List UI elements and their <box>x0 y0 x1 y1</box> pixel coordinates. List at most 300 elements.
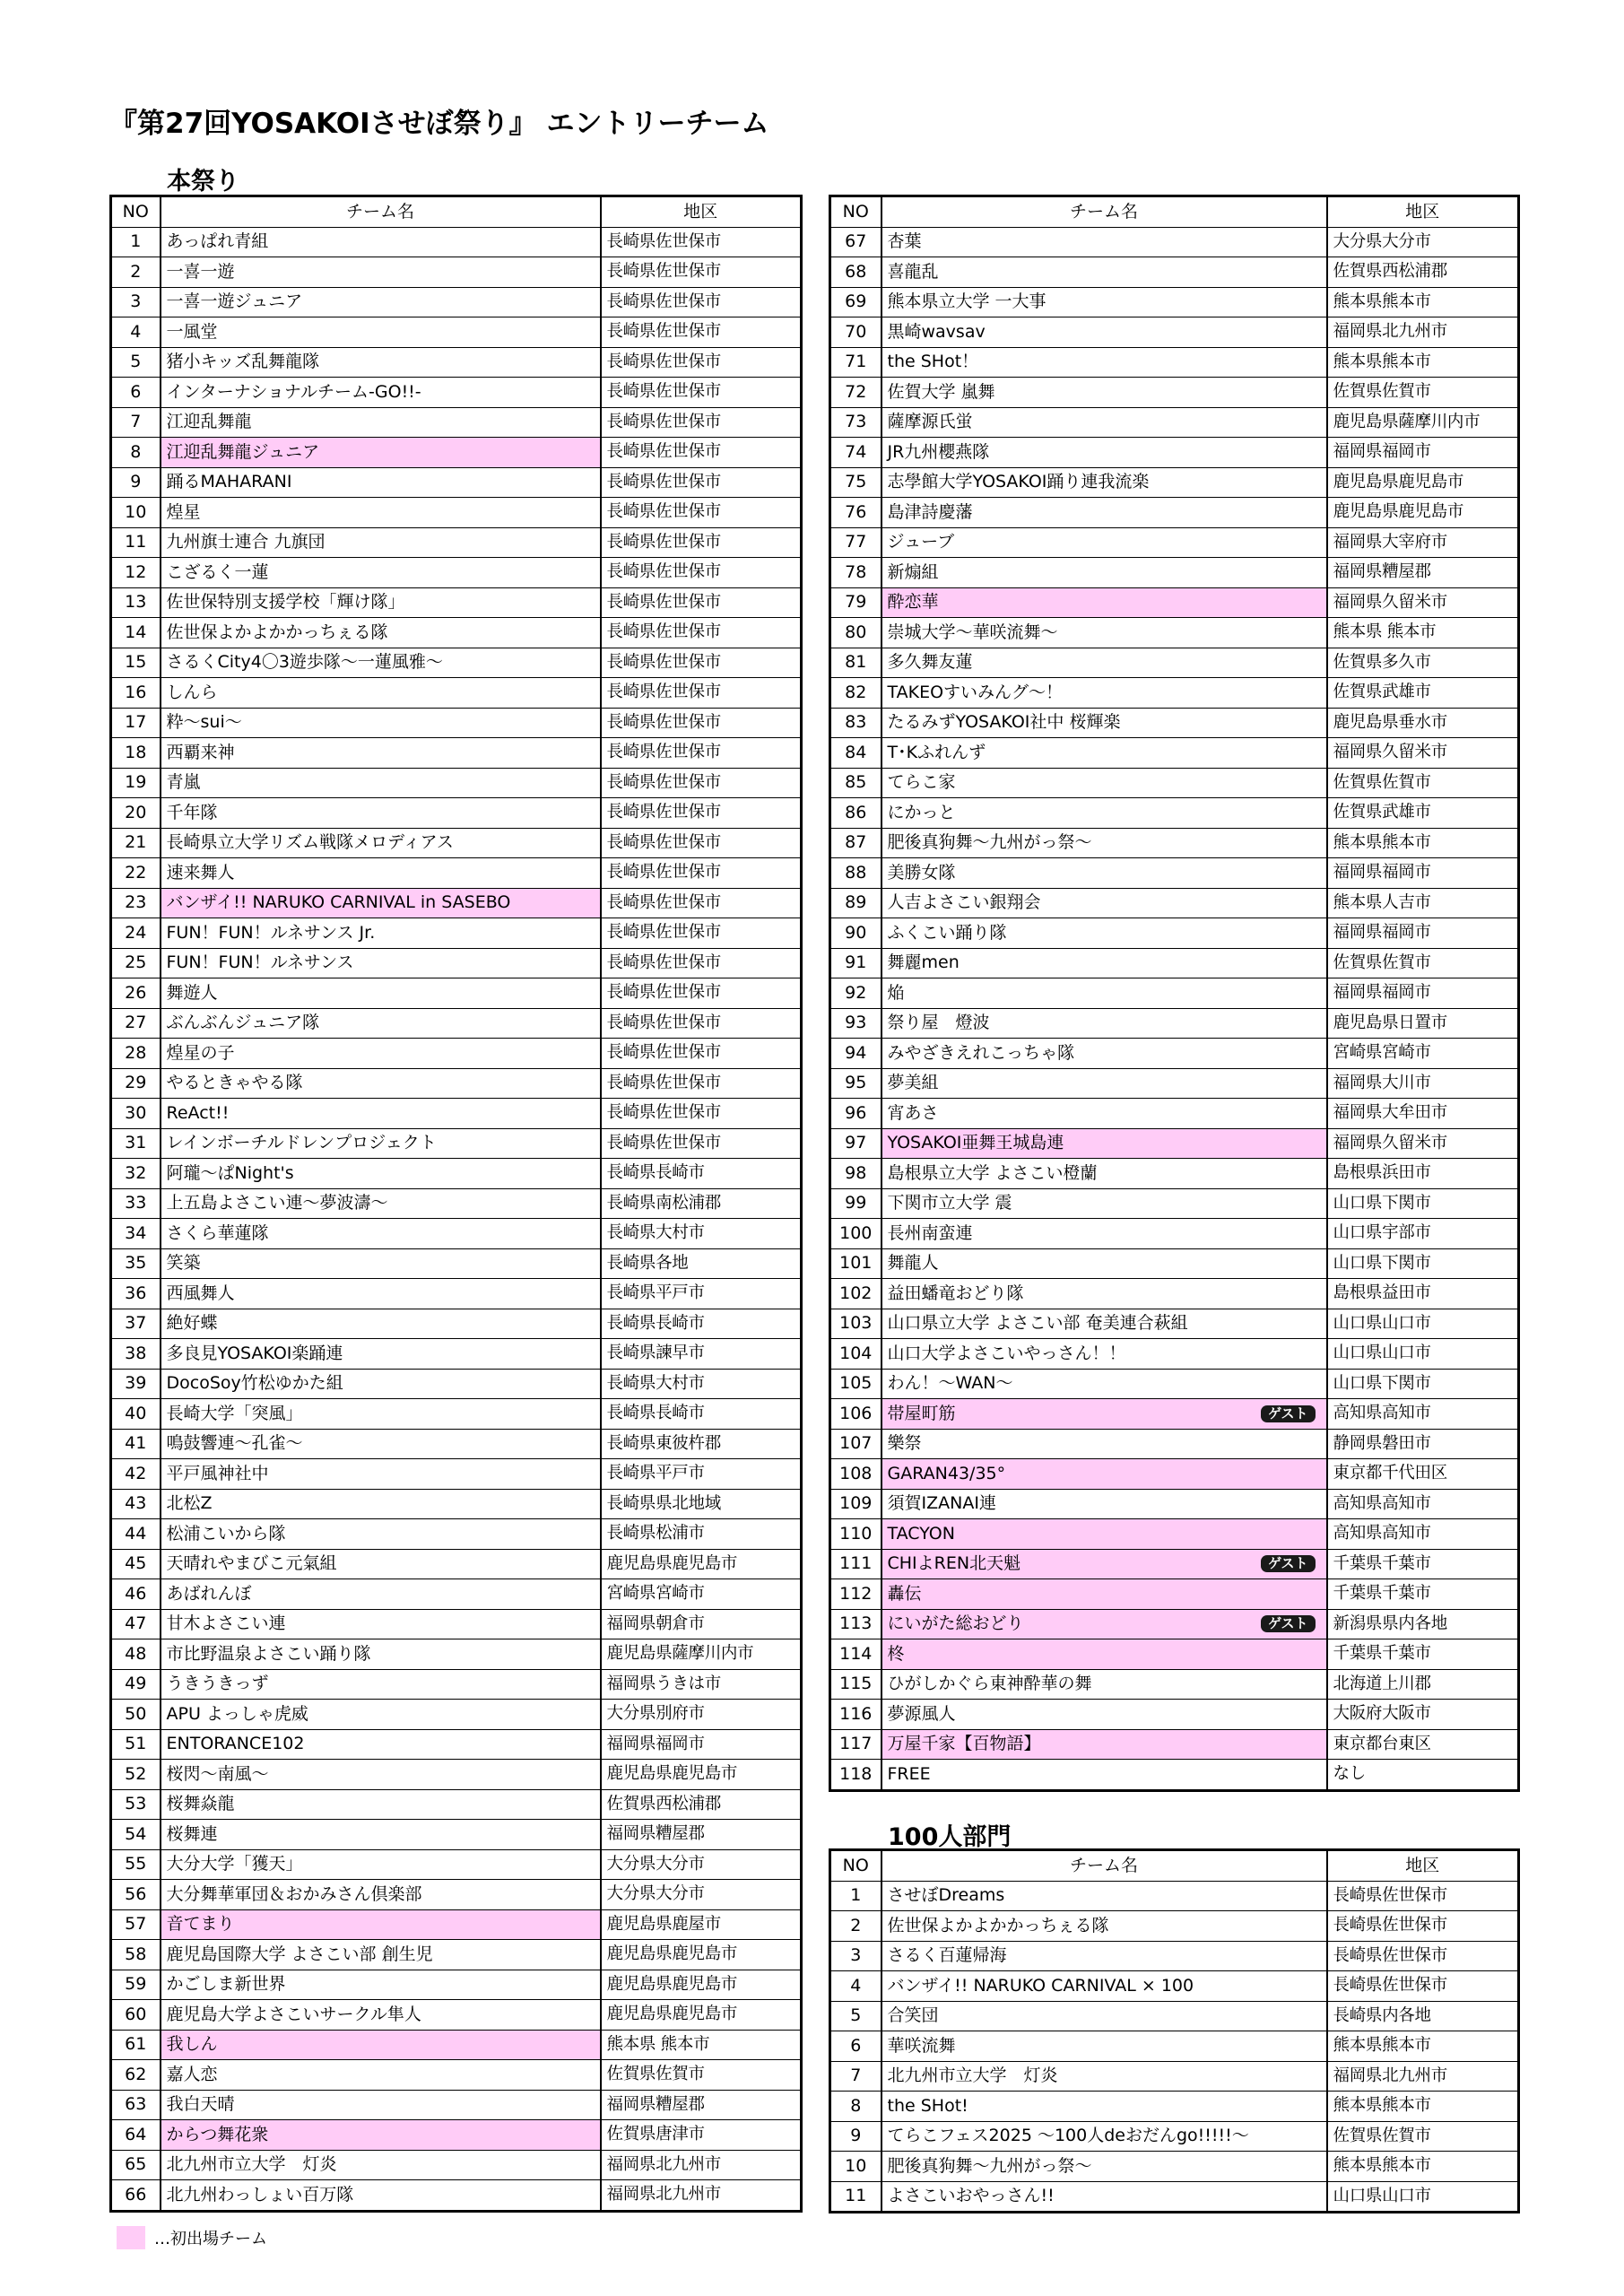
table-row <box>111 2120 802 2151</box>
entry-number: 1 <box>830 1881 881 1911</box>
area-cell: 長崎県佐世保市 <box>601 467 802 498</box>
table-row <box>830 1128 1519 1159</box>
entry-number: 57 <box>111 1909 161 1940</box>
entry-number: 5 <box>111 347 161 378</box>
table-row <box>111 1849 802 1880</box>
area-cell: 熊本県人吉市 <box>1327 888 1519 918</box>
entry-number: 15 <box>111 648 161 678</box>
entry-number: 3 <box>830 1941 881 1971</box>
area-cell: 福岡県久留米市 <box>1327 587 1519 618</box>
entry-number: 74 <box>830 438 881 468</box>
entry-number: 9 <box>111 467 161 498</box>
entry-number: 5 <box>830 2001 881 2031</box>
table-row <box>830 1519 1519 1550</box>
area-cell: 長崎県佐世保市 <box>1327 1941 1519 1971</box>
table-row <box>111 1008 802 1039</box>
team-name-cell: 益田蟠竜おどり隊 <box>881 1279 1327 1309</box>
team-name-cell: 阿瓏～ぱNight's <box>161 1159 601 1189</box>
team-name-cell: ジューブ <box>881 527 1327 558</box>
table-row <box>111 1880 802 1910</box>
table-row <box>830 227 1519 257</box>
area-cell: 福岡県大宰府市 <box>1327 527 1519 558</box>
entry-number: 35 <box>111 1248 161 1279</box>
entry-number: 22 <box>111 858 161 889</box>
team-name-cell: 舞遊人 <box>161 978 601 1009</box>
team-name-cell: 上五島よさこい連～夢波濤～ <box>161 1188 601 1219</box>
entry-number: 75 <box>830 467 881 498</box>
entry-number: 7 <box>111 407 161 438</box>
table-row <box>830 2092 1519 2122</box>
table-row <box>830 828 1519 858</box>
team-name-cell: JR九州櫻燕隊 <box>881 438 1327 468</box>
area-cell: 鹿児島県薩摩川内市 <box>1327 407 1519 438</box>
table-row <box>830 1549 1519 1579</box>
area-cell: 熊本県熊本市 <box>1327 828 1519 858</box>
team-name-cell: 踊るMAHARANI <box>161 467 601 498</box>
entry-number: 97 <box>830 1128 881 1159</box>
entry-number: 87 <box>830 828 881 858</box>
area-cell: 千葉県千葉市 <box>1327 1549 1519 1579</box>
entry-number: 50 <box>111 1700 161 1730</box>
entry-number: 105 <box>830 1369 881 1399</box>
area-cell: 福岡県福岡市 <box>601 1729 802 1760</box>
entry-number: 34 <box>111 1219 161 1249</box>
team-name-cell: 肥後真狗舞～九州がっ祭～ <box>881 2152 1327 2182</box>
team-name-cell: 佐世保特別支援学校「輝け隊」 <box>161 587 601 618</box>
team-name: 帯屋町筋 <box>887 1403 956 1423</box>
team-name-cell: からつ舞花衆 <box>161 2120 601 2151</box>
table-row <box>111 678 802 709</box>
entry-number: 42 <box>111 1459 161 1490</box>
table-row <box>830 1971 1519 2002</box>
team-name-cell: 合笑団 <box>881 2001 1327 2031</box>
team-name-cell: 長崎大学「突風」 <box>161 1399 601 1430</box>
table-row <box>830 768 1519 798</box>
entry-number: 109 <box>830 1489 881 1519</box>
table-row <box>111 1940 802 1970</box>
team-name: にいがた総おどり <box>887 1613 1024 1634</box>
team-name-cell: あばれんぼ <box>161 1579 601 1610</box>
team-name-cell <box>881 1609 1327 1639</box>
team-name-cell: こざるく一蓮 <box>161 558 601 588</box>
area-cell: 福岡県久留米市 <box>1327 738 1519 769</box>
area-cell: 福岡県大川市 <box>1327 1068 1519 1099</box>
team-name-cell: 桜閃～南風～ <box>161 1760 601 1790</box>
area-cell: 長崎県佐世保市 <box>601 1068 802 1099</box>
section-title-100nin: 100人部門 <box>888 1823 1012 1851</box>
team-name-cell: 甘木よさこい連 <box>161 1609 601 1639</box>
area-cell: 長崎県大村市 <box>601 1219 802 1249</box>
table-row <box>830 1941 1519 1971</box>
area-cell: 長崎県長崎市 <box>601 1309 802 1339</box>
team-name-cell: 一喜一遊 <box>161 257 601 288</box>
area-cell: 福岡県北九州市 <box>1327 317 1519 348</box>
table-row <box>111 2150 802 2180</box>
area-cell: 長崎県佐世保市 <box>601 618 802 648</box>
entry-number: 78 <box>830 558 881 588</box>
entry-number: 91 <box>830 948 881 978</box>
entry-number: 37 <box>111 1309 161 1339</box>
table-row <box>111 1248 802 1279</box>
area-cell: 東京都千代田区 <box>1327 1459 1519 1490</box>
table-row <box>830 1008 1519 1039</box>
entry-number: 28 <box>111 1039 161 1069</box>
table-row <box>111 708 802 738</box>
entry-number: 8 <box>111 438 161 468</box>
area-cell: 長崎県佐世保市 <box>601 527 802 558</box>
team-name-cell: 須賀IZANAI連 <box>881 1489 1327 1519</box>
entry-number: 92 <box>830 978 881 1009</box>
table-row <box>830 618 1519 648</box>
entry-number: 113 <box>830 1609 881 1639</box>
entry-number: 72 <box>830 378 881 408</box>
area-cell: 鹿児島県鹿屋市 <box>601 1909 802 1940</box>
table-row <box>111 527 802 558</box>
table-row <box>830 1039 1519 1069</box>
table-row <box>830 1459 1519 1490</box>
team-name-cell: ひがしかぐら東神酔華の舞 <box>881 1669 1327 1700</box>
team-name-cell: 薩摩源氏蛍 <box>881 407 1327 438</box>
area-cell: 長崎県佐世保市 <box>601 738 802 769</box>
table-row <box>830 287 1519 317</box>
area-cell: 鹿児島県鹿児島市 <box>1327 467 1519 498</box>
area-cell: 長崎県佐世保市 <box>601 1099 802 1129</box>
header-no: NO <box>111 196 161 228</box>
area-cell: 長崎県佐世保市 <box>601 558 802 588</box>
table-row <box>830 498 1519 528</box>
team-name-cell: 山口県立大学 よさこい部 奄美連合萩組 <box>881 1309 1327 1339</box>
team-name-cell: YOSAKOI亜舞王城島連 <box>881 1128 1327 1159</box>
entry-number: 31 <box>111 1128 161 1159</box>
team-name-cell: DocoSoy竹松ゆかた組 <box>161 1369 601 1399</box>
entry-number: 11 <box>111 527 161 558</box>
team-name-cell: ENTORANCE102 <box>161 1729 601 1760</box>
entry-number: 80 <box>830 618 881 648</box>
table-row <box>830 1429 1519 1459</box>
team-name-cell: 笑築 <box>161 1248 601 1279</box>
entry-number: 32 <box>111 1159 161 1189</box>
team-name-cell: レインボーチルドレンプロジェクト <box>161 1128 601 1159</box>
table-row <box>111 738 802 769</box>
header-no: NO <box>830 196 881 228</box>
entry-number: 73 <box>830 407 881 438</box>
table-row <box>830 347 1519 378</box>
team-name-cell: 肥後真狗舞～九州がっ祭～ <box>881 828 1327 858</box>
area-cell: 熊本県熊本市 <box>1327 2092 1519 2122</box>
table-row <box>111 438 802 468</box>
team-name-cell: 松浦こいから隊 <box>161 1519 601 1550</box>
table-row <box>830 1279 1519 1309</box>
entry-number: 41 <box>111 1429 161 1459</box>
area-cell: 鹿児島県日置市 <box>1327 1008 1519 1039</box>
team-name-cell: 江迎乱舞龍 <box>161 407 601 438</box>
area-cell: 熊本県熊本市 <box>1327 287 1519 317</box>
team-name-cell: 轟伝 <box>881 1579 1327 1610</box>
team-name-cell: 鹿児島国際大学 よさこい部 創生児 <box>161 1940 601 1970</box>
header-team-name: チーム名 <box>881 1850 1327 1882</box>
team-name-cell: させぼDreams <box>881 1881 1327 1911</box>
area-cell: 福岡県福岡市 <box>1327 438 1519 468</box>
entry-number: 3 <box>111 287 161 317</box>
area-cell: 島根県益田市 <box>1327 1279 1519 1309</box>
table-row <box>830 438 1519 468</box>
table-row <box>830 1609 1519 1639</box>
area-cell: 佐賀県佐賀市 <box>1327 948 1519 978</box>
team-name-cell: 我白天晴 <box>161 2090 601 2120</box>
area-cell: 鹿児島県鹿児島市 <box>1327 498 1519 528</box>
team-name-cell: わん！～WAN～ <box>881 1369 1327 1399</box>
header-team-name: チーム名 <box>881 196 1327 228</box>
entry-number: 107 <box>830 1429 881 1459</box>
entry-number: 94 <box>830 1039 881 1069</box>
table-row <box>830 2181 1519 2213</box>
area-cell: 山口県下関市 <box>1327 1188 1519 1219</box>
team-name-cell: 黒崎wavsav <box>881 317 1327 348</box>
team-name-cell: 島根県立大学 よさこい橙蘭 <box>881 1159 1327 1189</box>
table-row <box>830 407 1519 438</box>
team-name-cell: 音てまり <box>161 1909 601 1940</box>
area-cell: 長崎県佐世保市 <box>601 708 802 738</box>
area-cell: 長崎県佐世保市 <box>601 227 802 257</box>
table-row <box>111 1128 802 1159</box>
area-cell: 長崎県佐世保市 <box>601 1128 802 1159</box>
table-row <box>830 1339 1519 1370</box>
entry-number: 77 <box>830 527 881 558</box>
entry-number: 61 <box>111 2030 161 2060</box>
table-row <box>111 1339 802 1370</box>
area-cell: 福岡県北九州市 <box>1327 2061 1519 2092</box>
table-row <box>830 1219 1519 1249</box>
entry-number: 43 <box>111 1489 161 1519</box>
table-row <box>111 1399 802 1430</box>
entry-number: 62 <box>111 2060 161 2091</box>
table-row <box>111 888 802 918</box>
area-cell: 長崎県佐世保市 <box>601 378 802 408</box>
table-row <box>111 1279 802 1309</box>
team-name-cell: やるときゃやる隊 <box>161 1068 601 1099</box>
area-cell: 北海道上川郡 <box>1327 1669 1519 1700</box>
area-cell: 佐賀県武雄市 <box>1327 678 1519 709</box>
table-row <box>111 2030 802 2060</box>
table-row <box>111 1489 802 1519</box>
team-name-cell: 佐賀大学 嵐舞 <box>881 378 1327 408</box>
team-name-cell: 下関市立大学 震 <box>881 1188 1327 1219</box>
entry-number: 58 <box>111 1940 161 1970</box>
table-row <box>830 1248 1519 1279</box>
table-row <box>111 498 802 528</box>
entry-number: 40 <box>111 1399 161 1430</box>
table-row <box>111 1099 802 1129</box>
area-cell: 長崎県佐世保市 <box>601 828 802 858</box>
team-name-cell: 長州南蛮連 <box>881 1219 1327 1249</box>
entry-number: 8 <box>830 2092 881 2122</box>
entry-number: 95 <box>830 1068 881 1099</box>
entry-number: 4 <box>111 317 161 348</box>
area-cell: 熊本県 熊本市 <box>601 2030 802 2060</box>
table-row <box>111 378 802 408</box>
header-area: 地区 <box>1327 196 1519 228</box>
table-row <box>111 858 802 889</box>
entry-number: 112 <box>830 1579 881 1610</box>
area-cell: 高知県高知市 <box>1327 1489 1519 1519</box>
team-name-cell: 速来舞人 <box>161 858 601 889</box>
table-row <box>830 1489 1519 1519</box>
team-name-cell: さるく百蓮帰海 <box>881 1941 1327 1971</box>
area-cell: 長崎県内各地 <box>1327 2001 1519 2031</box>
table-row <box>830 708 1519 738</box>
entry-number: 10 <box>111 498 161 528</box>
entry-number: 2 <box>830 1911 881 1942</box>
team-name-cell: FREE <box>881 1760 1327 1791</box>
area-cell: 佐賀県佐賀市 <box>601 2060 802 2091</box>
table-row <box>830 1159 1519 1189</box>
area-cell: 長崎県南松浦郡 <box>601 1188 802 1219</box>
table-row <box>111 1159 802 1189</box>
area-cell: 佐賀県西松浦郡 <box>601 1789 802 1820</box>
entry-number: 39 <box>111 1369 161 1399</box>
area-cell: 長崎県佐世保市 <box>601 918 802 949</box>
table-row <box>111 587 802 618</box>
table-row <box>830 798 1519 829</box>
entry-number: 6 <box>830 2031 881 2062</box>
entry-number: 108 <box>830 1459 881 1490</box>
table-row <box>111 828 802 858</box>
team-name-cell: 粋～sui～ <box>161 708 601 738</box>
area-cell: 長崎県佐世保市 <box>601 587 802 618</box>
table-row <box>111 1820 802 1850</box>
team-name-cell: 平戸風神社中 <box>161 1459 601 1490</box>
table-row <box>830 2001 1519 2031</box>
team-name-cell: 新煽組 <box>881 558 1327 588</box>
team-name-cell: 宵あさ <box>881 1099 1327 1129</box>
table-row <box>111 2000 802 2031</box>
table-row <box>111 2180 802 2212</box>
team-name-cell: 熊本県立大学 一大事 <box>881 287 1327 317</box>
team-name-cell: 煌星の子 <box>161 1039 601 1069</box>
table-row <box>830 317 1519 348</box>
team-name-cell: 西覇来神 <box>161 738 601 769</box>
area-cell: 長崎県大村市 <box>601 1369 802 1399</box>
table-row <box>830 257 1519 288</box>
team-name-cell: FUN！FUN！ルネサンス <box>161 948 601 978</box>
area-cell: 長崎県佐世保市 <box>601 678 802 709</box>
entry-number: 116 <box>830 1700 881 1730</box>
team-name-cell: さくら華蓮隊 <box>161 1219 601 1249</box>
entry-number: 82 <box>830 678 881 709</box>
entry-number: 11 <box>830 2181 881 2213</box>
team-name-cell: T･Kふれんず <box>881 738 1327 769</box>
entry-number: 6 <box>111 378 161 408</box>
entry-number: 64 <box>111 2120 161 2151</box>
area-cell: 長崎県長崎市 <box>601 1399 802 1430</box>
table-row <box>111 1609 802 1639</box>
team-name-cell: よさこいおやっさん!! <box>881 2181 1327 2213</box>
table-row <box>111 798 802 829</box>
entry-number: 93 <box>830 1008 881 1039</box>
table-row <box>111 1579 802 1610</box>
entry-number: 23 <box>111 888 161 918</box>
legend-swatch <box>117 2226 145 2249</box>
team-name-cell: ReAct!! <box>161 1099 601 1129</box>
table-row <box>830 1188 1519 1219</box>
entry-number: 27 <box>111 1008 161 1039</box>
table-row <box>111 347 802 378</box>
table-row <box>830 2121 1519 2152</box>
entry-number: 98 <box>830 1159 881 1189</box>
team-name-cell: 西風舞人 <box>161 1279 601 1309</box>
table-row <box>830 1760 1519 1791</box>
area-cell: 長崎県東彼杵郡 <box>601 1429 802 1459</box>
legend-text: …初出場チーム <box>154 2230 267 2248</box>
area-cell: 長崎県平戸市 <box>601 1459 802 1490</box>
area-cell: 長崎県佐世保市 <box>601 978 802 1009</box>
table-row <box>830 1729 1519 1760</box>
entry-number: 106 <box>830 1399 881 1430</box>
area-cell: 高知県高知市 <box>1327 1519 1519 1550</box>
area-cell: 長崎県佐世保市 <box>601 438 802 468</box>
entry-number: 118 <box>830 1760 881 1791</box>
area-cell: 島根県浜田市 <box>1327 1159 1519 1189</box>
team-name-cell: the SHot! <box>881 2092 1327 2122</box>
area-cell: 新潟県県内各地 <box>1327 1609 1519 1639</box>
team-name-cell: てらこフェス2025 ～100人deおだんgo!!!!!～ <box>881 2121 1327 2152</box>
area-cell: 静岡県磐田市 <box>1327 1429 1519 1459</box>
team-name-cell: 北松Z <box>161 1489 601 1519</box>
area-cell: 長崎県佐世保市 <box>601 798 802 829</box>
team-name-cell: GARAN43/35° <box>881 1459 1327 1490</box>
team-name-cell: 大分大学「獲天」 <box>161 1849 601 1880</box>
table-row <box>830 527 1519 558</box>
table-row <box>111 2060 802 2091</box>
team-name-cell: 猪小キッズ乱舞龍隊 <box>161 347 601 378</box>
entry-number: 17 <box>111 708 161 738</box>
table-row <box>830 1068 1519 1099</box>
team-name-cell <box>881 1399 1327 1430</box>
table-row <box>111 1909 802 1940</box>
area-cell: 長崎県佐世保市 <box>601 287 802 317</box>
table-row <box>830 648 1519 678</box>
entry-number: 67 <box>830 227 881 257</box>
area-cell: 熊本県熊本市 <box>1327 347 1519 378</box>
area-cell: 佐賀県西松浦郡 <box>1327 257 1519 288</box>
header-no: NO <box>830 1850 881 1882</box>
team-name-cell: みやざきえれこっちゃ隊 <box>881 1039 1327 1069</box>
entry-number: 111 <box>830 1549 881 1579</box>
team-name-cell: 大分舞華軍団＆おかみさん倶楽部 <box>161 1880 601 1910</box>
table-row <box>830 858 1519 889</box>
area-cell: 長崎県佐世保市 <box>601 858 802 889</box>
table-row <box>111 1789 802 1820</box>
entry-number: 76 <box>830 498 881 528</box>
table-row <box>111 948 802 978</box>
table-row <box>830 1099 1519 1129</box>
entry-number: 14 <box>111 618 161 648</box>
team-name-cell: にかっと <box>881 798 1327 829</box>
entry-number: 60 <box>111 2000 161 2031</box>
team-name-cell: 江迎乱舞龍ジュニア <box>161 438 601 468</box>
area-cell: 長崎県佐世保市 <box>601 948 802 978</box>
entry-number: 101 <box>830 1248 881 1279</box>
table-row <box>830 1700 1519 1730</box>
table-row <box>830 918 1519 949</box>
table-row <box>111 467 802 498</box>
entry-number: 7 <box>830 2061 881 2092</box>
table-row <box>111 978 802 1009</box>
table-row <box>111 558 802 588</box>
entry-number: 88 <box>830 858 881 889</box>
entry-number: 103 <box>830 1309 881 1339</box>
team-name-cell: 焔 <box>881 978 1327 1009</box>
